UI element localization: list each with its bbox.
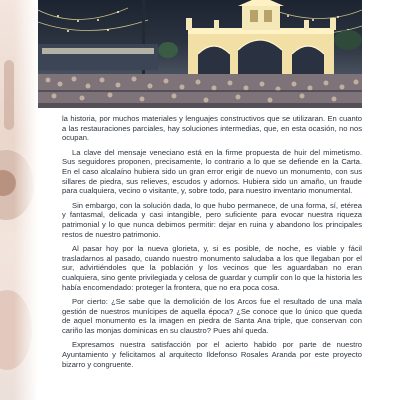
paragraph: la historia, por muchos materiales y lenguajes constructivos que se utilizaran. En cuanto a las restauraciones parciales, hay soluciones intermedias, que, en esta ocasión, no nos ocupan. (62, 114, 362, 143)
paragraph: Por cierto: ¿Se sabe que la demolición de los Arcos fue el resultado de una mala gestión de nuestros munícipes de aquella época? ¿Se conoce que lo único que queda de aquel monumento es la imagen en piedra de Santa Ana triple, que conservan con cariño las monjas dominicas en su claustro? Pues ahí queda. (62, 297, 362, 335)
fair-night-photo (38, 0, 362, 108)
article-body (62, 114, 362, 400)
paragraph: Sin embargo, con la solución dada, lo que hubo permanece, de una forma, sí, etérea y fantasmal, delicada y casi intangible, pero suficiente para evocar nuestra riqueza patrimonial y lo que nunca debimos permitir: dejar en ruina y abandono los principales restos de nuestro patrimonio. (62, 200, 362, 239)
illuminated-arch-photo (38, 0, 362, 108)
paragraph: Expresamos nuestra satisfacción por el acierto habido por parte de nuestro Ayuntamiento y felicitamos al arquitecto Ildefonso Rosales Aranda por este proyecto bizarro y congruente. (62, 340, 362, 369)
paragraph: La clave del mensaje veneciano está en la firme propuesta de huir del mimetismo. Sus seguidores proponen, precisamente, lo contrario a lo que se defiende en la Carta. En el caso alcalaíno hubiera sido un gran error erigir de nuevo un monumento, con sus sillares de piedra, sus relieves, escudos y adornos. Hubiera sido un amaño, un fraude para cualquiera, vecino o visitante, y, sobre todo, para nuestro inventario monumental. (62, 147, 362, 196)
decorative-margin-illustration (0, 0, 38, 400)
paragraph: Al pasar hoy por la nueva glorieta, y, si es posible, de noche, es viable y fácil trasladarnos al pasado, cuando nuestro monumento saludaba a los que llegaban por el sur, advirtiéndoles que la población y los vecinos que les aguardaban no eran cualquiera, sino gente privilegiada y celosa de guardar y cumplir con lo que la historia les había encomendado: proteger la frontera, que no era poca cosa. (62, 244, 362, 292)
